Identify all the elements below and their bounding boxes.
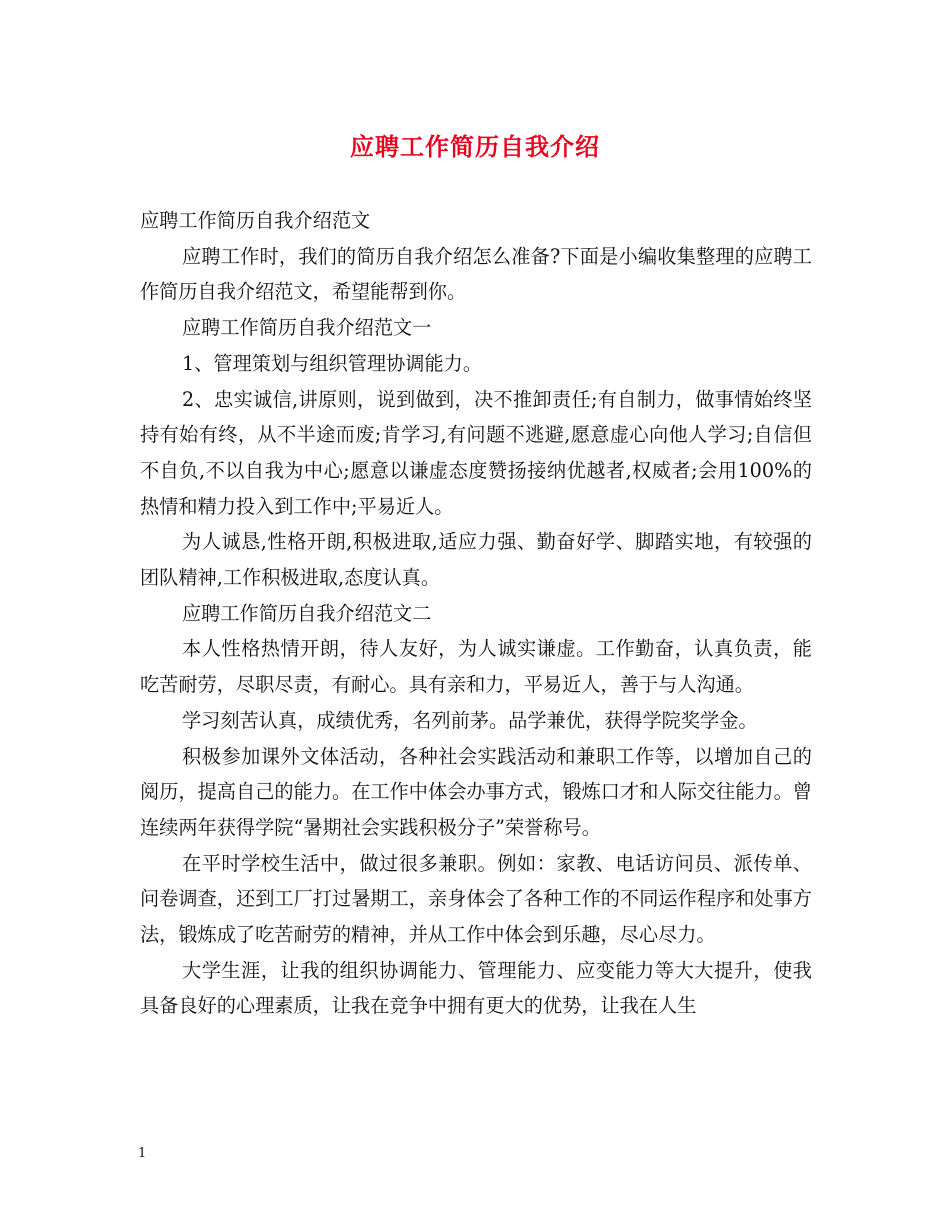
paragraph: 为人诚恳,性格开朗,积极进取,适应力强、勤奋好学、脚踏实地，有较强的团队精神,工作积极进取,态度认真。 — [140, 530, 812, 590]
paragraph: 本人性格热情开朗，待人友好，为人诚实谦虚。工作勤奋，认真负责，能吃苦耐劳，尽职尽责，有耐心。具有亲和力，平易近人，善于与人沟通。 — [140, 637, 812, 697]
paragraph: 学习刻苦认真，成绩优秀，名列前茅。品学兼优，获得学院奖学金。 — [182, 708, 758, 732]
paragraph: 2、忠实诚信,讲原则，说到做到，决不推卸责任;有自制力，做事情始终坚持有始有终，从不半途而废;肯学习,有问题不逃避,愿意虚心向他人学习;自信但不自负,不以自我为中心;愿意以谦虚态度赞扬接纳优越者,权威者;会用100%的热情和精力投入到工作中;平易近人。 — [140, 387, 812, 518]
paragraph: 在平时学校生活中，做过很多兼职。例如：家教、电话访问员、派传单、问卷调查，还到工厂打过暑期工，亲身体会了各种工作的不同运作程序和处事方法，锻炼成了吃苦耐劳的精神，并从工作中体会到乐趣，尽心尽力。 — [140, 851, 812, 947]
paragraph: 应聘工作简历自我介绍范文二 — [182, 601, 432, 625]
paragraph: 大学生涯，让我的组织协调能力、管理能力、应变能力等大大提升，使我具备良好的心理素质，让我在竞争中拥有更大的优势，让我在人生 — [140, 958, 812, 1018]
paragraph: 应聘工作简历自我介绍范文一 — [182, 316, 432, 340]
document-title: 应聘工作简历自我介绍 — [350, 132, 600, 161]
paragraph: 1、管理策划与组织管理协调能力。 — [182, 351, 483, 375]
page-number: 1 — [138, 1146, 147, 1161]
document-body — [140, 203, 812, 1024]
paragraph: 应聘工作时，我们的简历自我介绍怎么准备?下面是小编收集整理的应聘工作简历自我介绍范文，希望能帮到你。 — [140, 244, 812, 304]
paragraph: 积极参加课外文体活动，各种社会实践活动和兼职工作等，以增加自己的阅历，提高自己的能力。在工作中体会办事方式，锻炼口才和人际交往能力。曾连续两年获得学院“暑期社会实践积极分子”荣誉称号。 — [140, 744, 812, 839]
paragraph: 应聘工作简历自我介绍范文 — [140, 209, 371, 232]
